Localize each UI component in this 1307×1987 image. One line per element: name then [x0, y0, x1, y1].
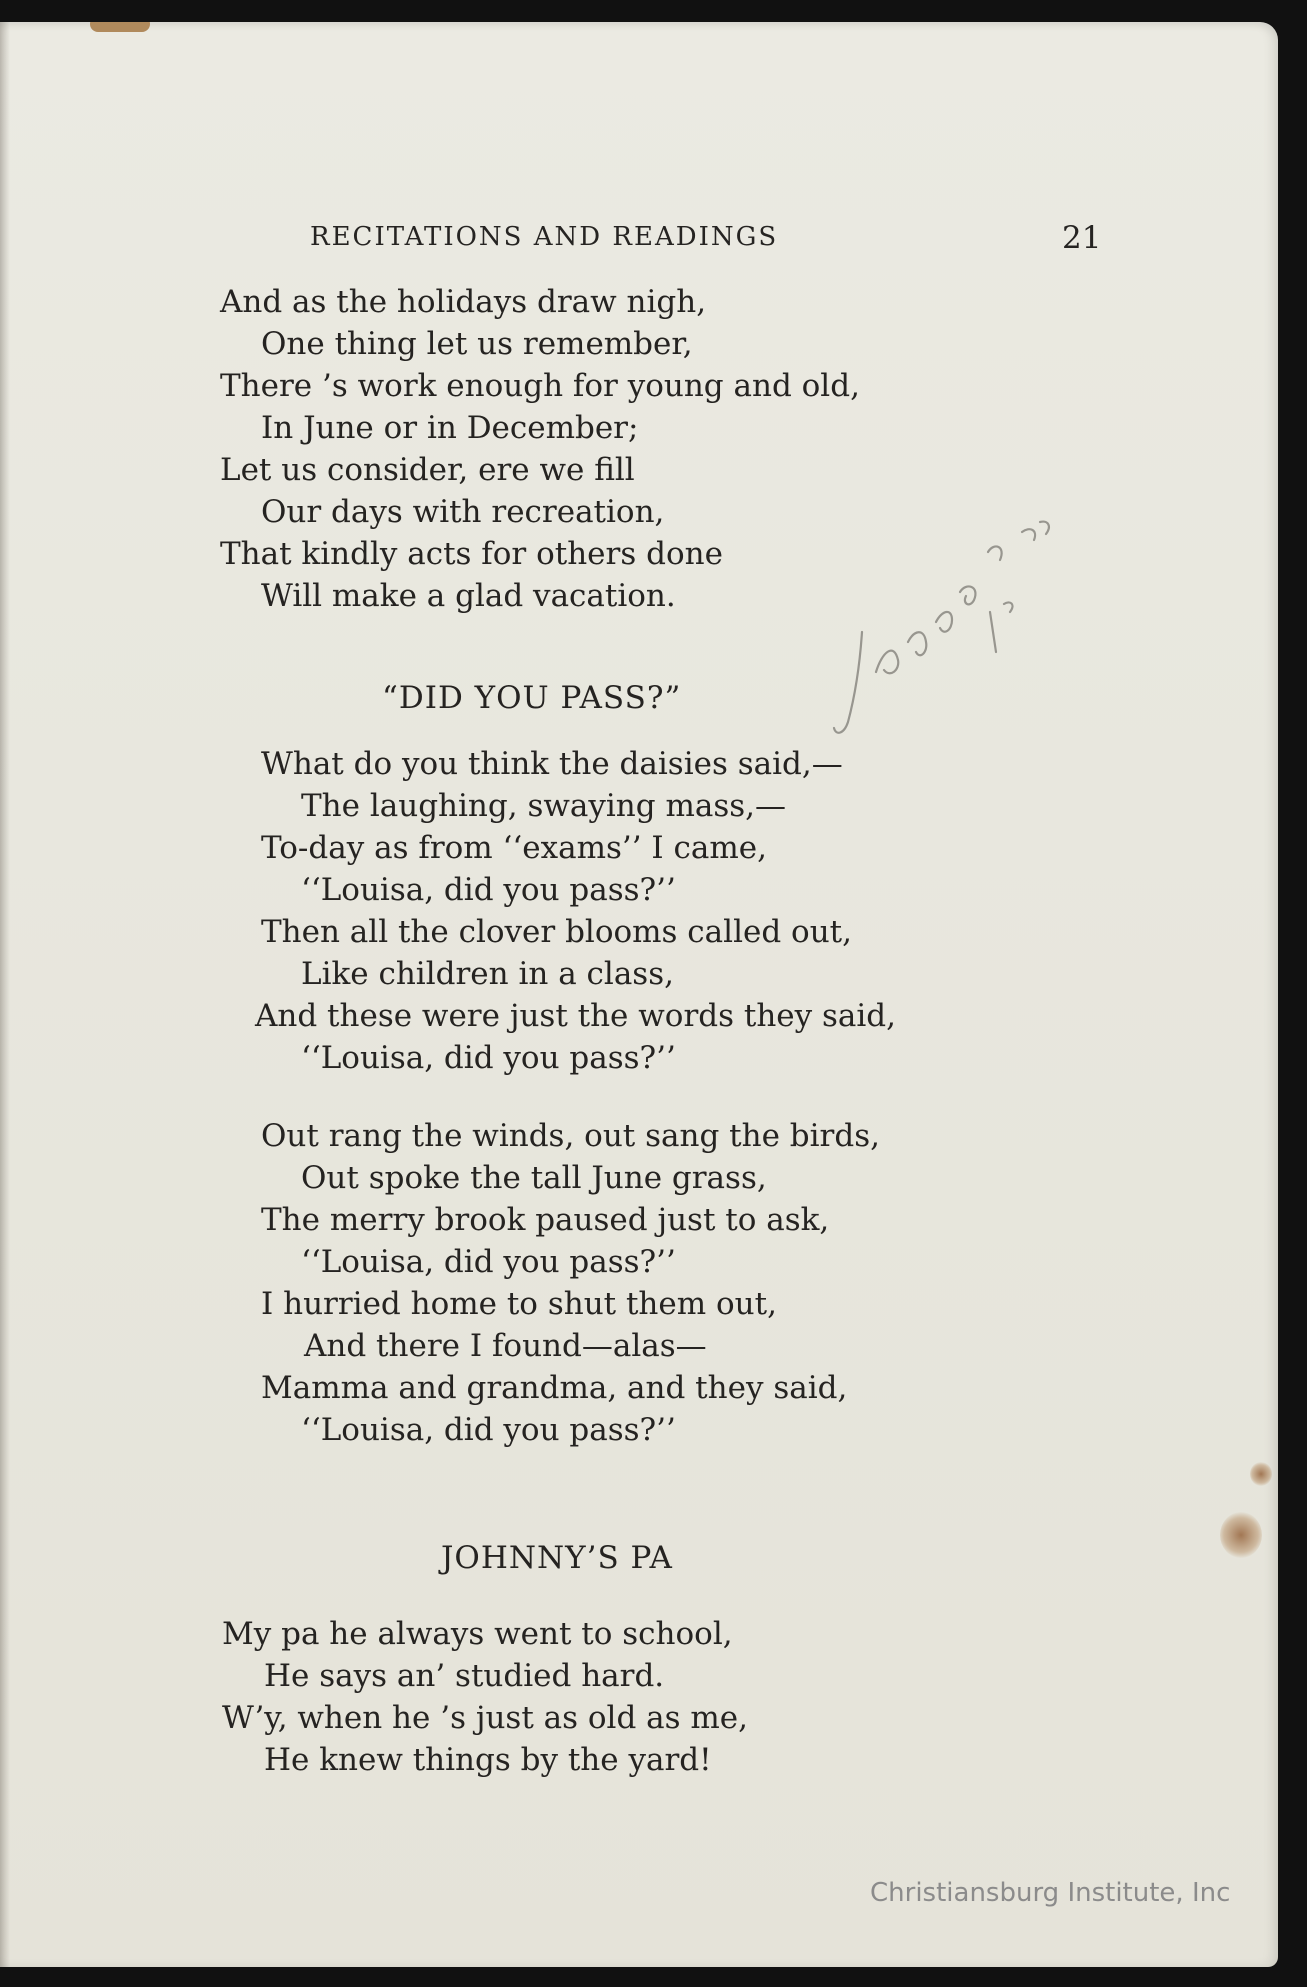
- poem-title: “DID YOU PASS?”: [382, 680, 682, 716]
- poem-line: The laughing, swaying mass,—: [301, 788, 787, 824]
- poem-line: He says an’ studied hard.: [264, 1658, 665, 1694]
- poem-title: JOHNNY’S PA: [441, 1540, 673, 1576]
- poem-line: I hurried home to shut them out,: [261, 1286, 777, 1322]
- poem-line: And there I found—alas—: [304, 1328, 707, 1364]
- paper-stain: [1250, 1462, 1272, 1486]
- poem-line: The merry brook paused just to ask,: [261, 1202, 830, 1238]
- poem-line: And as the holidays draw nigh,: [220, 284, 707, 320]
- paper-stain: [1220, 1512, 1262, 1558]
- poem-line: Then all the clover blooms called out,: [261, 914, 852, 950]
- poem-line: In June or in December;: [261, 410, 639, 446]
- poem-line: And these were just the words they said,: [255, 998, 897, 1034]
- poem-line: Our days with recreation,: [261, 494, 665, 530]
- poem-line: W’y, when he ’s just as old as me,: [222, 1700, 749, 1736]
- book-page: [0, 22, 1278, 1967]
- poem-line: ‘‘Louisa, did you pass?’’: [301, 872, 676, 908]
- poem-line: What do you think the daisies said,—: [261, 746, 843, 782]
- poem-line: Mamma and grandma, and they said,: [261, 1370, 848, 1406]
- poem-line: Out rang the winds, out sang the birds,: [261, 1118, 880, 1154]
- watermark: Christiansburg Institute, Inc: [870, 1878, 1231, 1908]
- poem-line: Let us consider, ere we fill: [220, 452, 635, 488]
- poem-line: Out spoke the tall June grass,: [301, 1160, 767, 1196]
- running-head: RECITATIONS AND READINGS: [310, 222, 779, 252]
- poem-line: Like children in a class,: [301, 956, 674, 992]
- poem-line: To-day as from ‘‘exams’’ I came,: [261, 830, 767, 866]
- page-text: [0, 22, 1278, 1967]
- poem-line: My pa he always went to school,: [222, 1616, 733, 1652]
- poem-line: ‘‘Louisa, did you pass?’’: [301, 1040, 676, 1076]
- page-number: 21: [1062, 220, 1102, 256]
- pencil-marginalia: [790, 492, 1090, 772]
- poem-line: One thing let us remember,: [261, 326, 693, 362]
- poem-line: Will make a glad vacation.: [261, 578, 676, 614]
- poem-line: ‘‘Louisa, did you pass?’’: [301, 1412, 676, 1448]
- poem-line: That kindly acts for others done: [220, 536, 723, 572]
- poem-line: There ’s work enough for young and old,: [220, 368, 860, 404]
- poem-line: ‘‘Louisa, did you pass?’’: [301, 1244, 676, 1280]
- poem-line: He knew things by the yard!: [264, 1742, 712, 1778]
